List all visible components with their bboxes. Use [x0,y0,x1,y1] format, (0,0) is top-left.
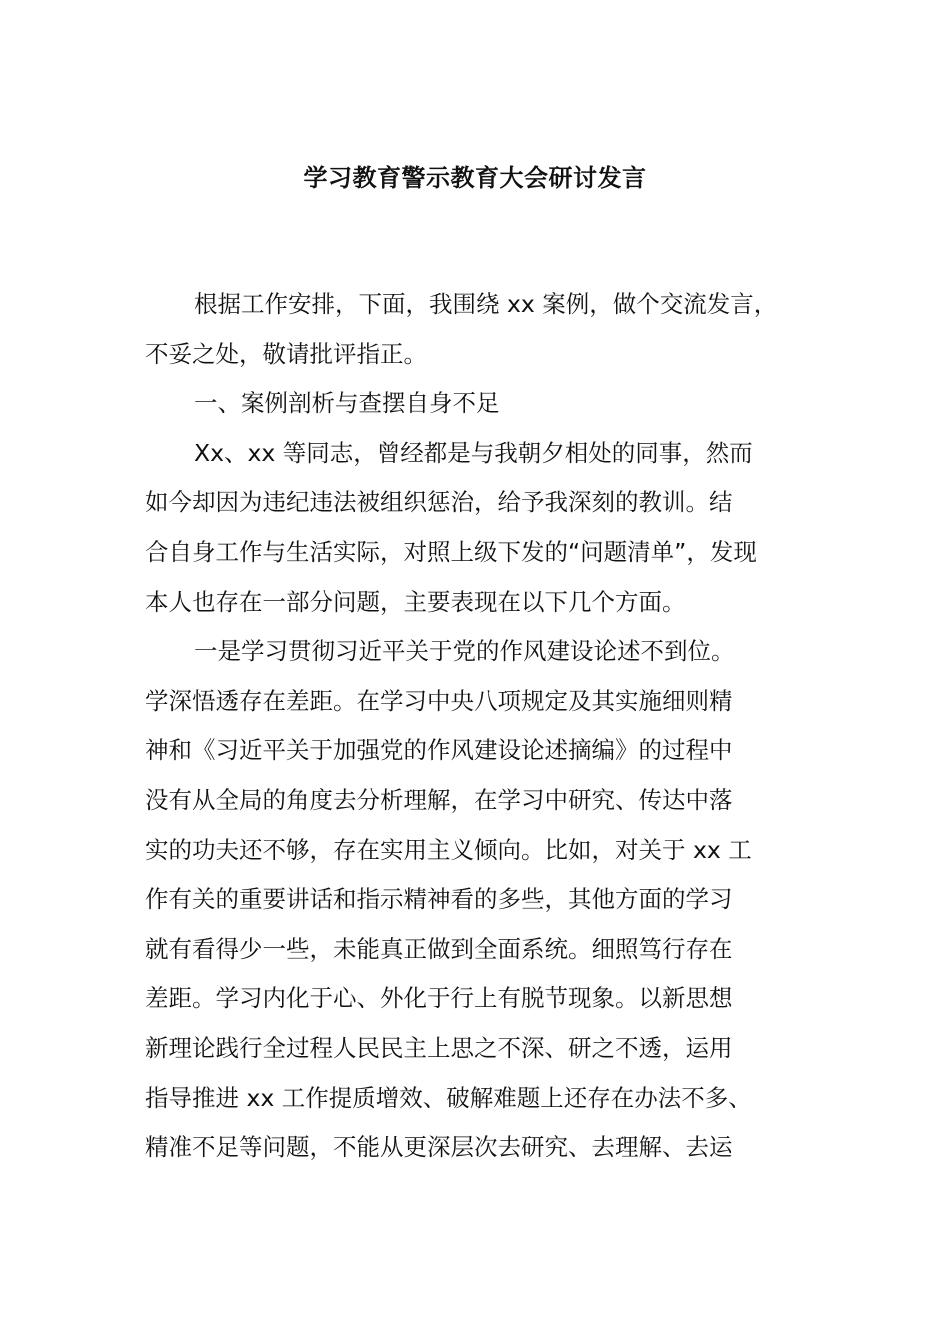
text-line: 就有看得少一些，未能真正做到全面系统。细照笃行存在 [145,934,733,963]
text-line: 根据工作安排，下面，我围绕 xx 案例，做个交流发言， [194,290,778,318]
text-line: 一是学习贯彻习近平关于党的作风建设论述不到位。 [194,637,735,666]
text-line: Xx、xx 等同志，曾经都是与我朝夕相处的同事，然而 [194,438,753,467]
text-line: 作有关的重要讲话和指示精神看的多些，其他方面的学习 [145,885,733,914]
text-line: 神和《习近平关于加强党的作风建设论述摘编》的过程中 [145,736,733,765]
text-line: 不妥之处，敬请批评指正。 [145,339,427,368]
text-line: 差距。学习内化于心、外化于行上有脱节现象。以新思想 [145,984,733,1013]
text-line: 合自身工作与生活实际，对照上级下发的“问题清单”，发现 [145,537,757,566]
text-line: 新理论践行全过程人民民主上思之不深、研之不透，运用 [145,1033,733,1062]
text-line: 学深悟透存在差距。在学习中央八项规定及其实施细则精 [145,686,733,715]
text-line: 实的功夫还不够，存在实用主义倾向。比如，对关于 xx 工 [145,835,752,864]
text-line: 如今却因为违纪违法被组织惩治，给予我深刻的教训。结 [145,488,733,517]
text-line: 没有从全局的角度去分析理解，在学习中研究、传达中落 [145,785,733,814]
document-title: 学习教育警示教育大会研讨发言 [303,164,647,192]
text-line: 精准不足等问题，不能从更深层次去研究、去理解、去运 [145,1133,733,1162]
text-line: 一、案例剖析与查摆自身不足 [194,389,500,418]
document-body [145,280,835,1173]
text-line: 指导推进 xx 工作提质增效、破解难题上还存在办法不多、 [145,1083,752,1112]
text-line: 本人也存在一部分问题，主要表现在以下几个方面。 [145,587,686,616]
